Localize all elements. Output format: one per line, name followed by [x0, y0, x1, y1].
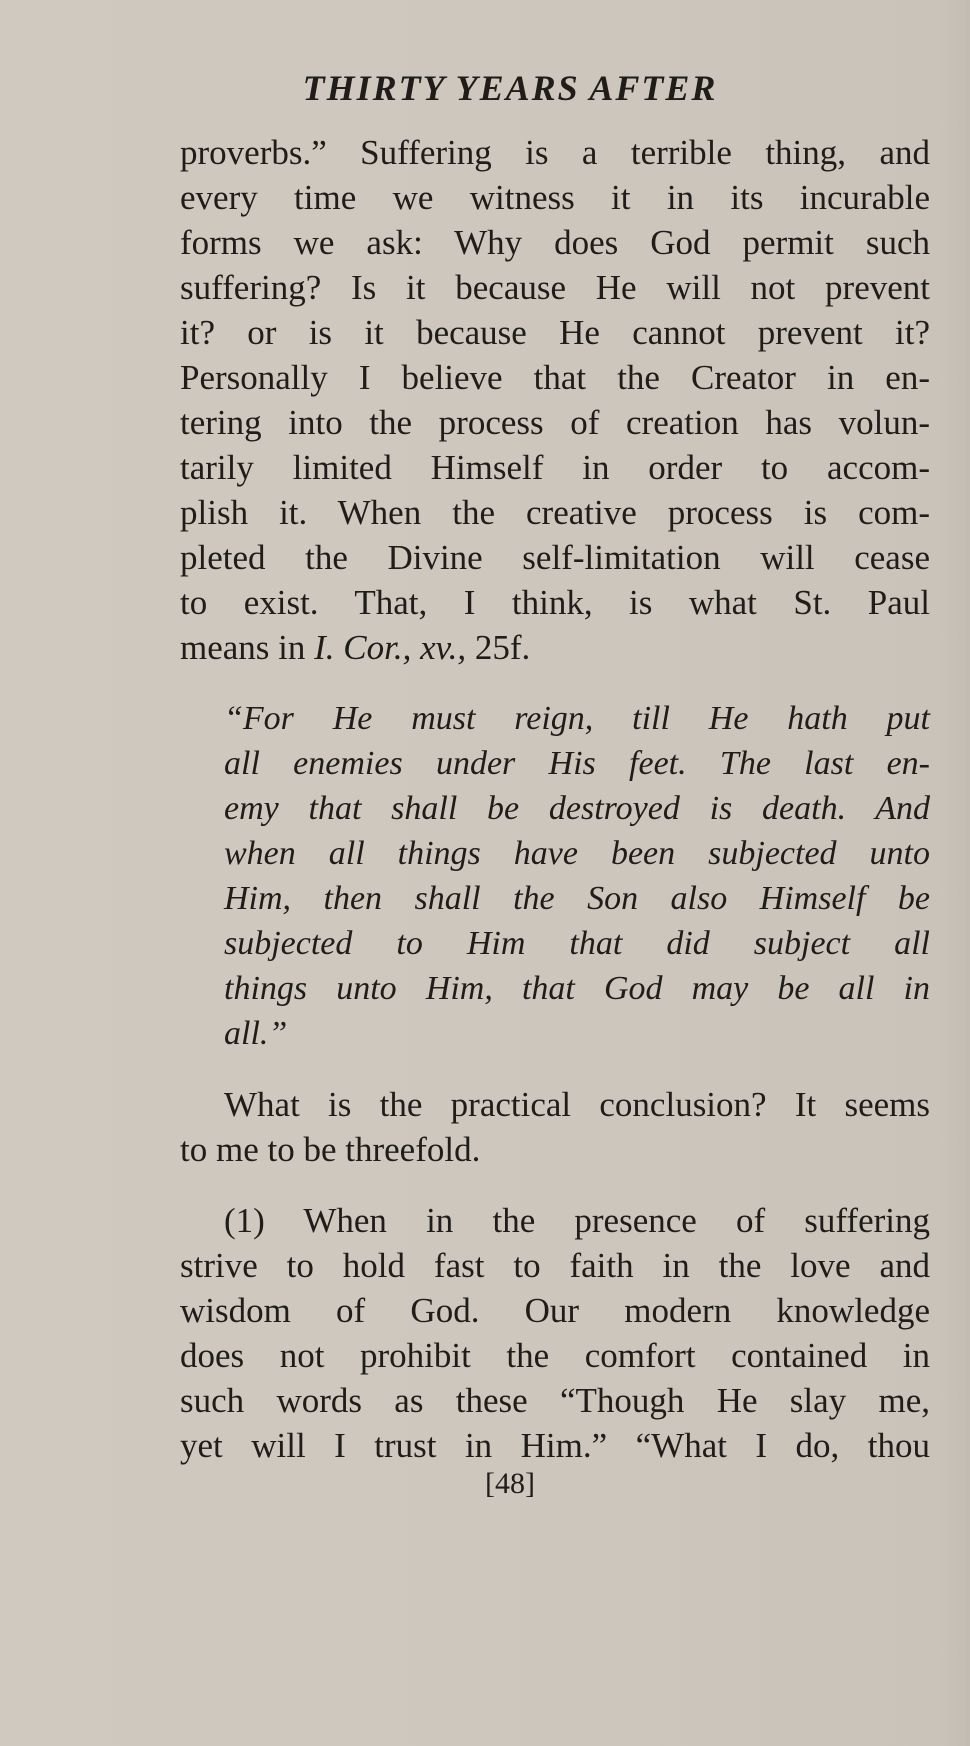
text-line: does not prohibit the comfort contained in — [180, 1336, 930, 1375]
text-line: strive to hold fast to faith in the love and — [180, 1246, 930, 1285]
block-quote — [224, 696, 930, 1056]
text-line: forms we ask: Why does God permit such — [180, 223, 930, 262]
text-line-last: to me to be threefold. — [180, 1130, 481, 1169]
text-line: plish it. When the creative process is com- — [180, 493, 930, 532]
quote-line: when all things have been subjected unto — [224, 835, 930, 872]
quote-line: all enemies under His feet. The last en- — [224, 745, 930, 782]
text-line: it? or is it because He cannot prevent it? — [180, 313, 930, 352]
text-line-last — [180, 625, 930, 670]
text-line: suffering? Is it because He will not prevent — [180, 268, 930, 307]
running-head: THIRTY YEARS AFTER — [302, 68, 718, 108]
quote-line: things unto Him, that God may be all in — [224, 970, 930, 1007]
text-line: Personally I believe that the Creator in en- — [180, 358, 930, 397]
line-prefix: means in — [180, 628, 315, 667]
text-line: tarily limited Himself in order to accom- — [180, 448, 930, 487]
paragraph-point-one — [180, 1198, 930, 1468]
text-line: tering into the process of creation has volun- — [180, 403, 930, 442]
text-line: proverbs.” Suffering is a terrible thing, and — [180, 133, 930, 172]
paragraph-suffering — [180, 130, 930, 670]
text-line: wisdom of God. Our modern knowledge — [180, 1291, 930, 1330]
scripture-reference: I. Cor., xv., — [314, 628, 467, 667]
page-number: [48] — [485, 1467, 535, 1500]
text-block — [180, 130, 930, 1468]
quote-line: emy that shall be destroyed is death. And — [224, 790, 930, 827]
quote-line: “For He must reign, till He hath put — [224, 700, 930, 737]
text-line: (1) When in the presence of suffering — [224, 1201, 930, 1240]
quote-line-last: all.” — [224, 1015, 288, 1052]
text-line: every time we witness it in its incurable — [180, 178, 930, 217]
quote-line: subjected to Him that did subject all — [224, 925, 930, 962]
text-line: yet will I trust in Him.” “What I do, thou — [180, 1426, 930, 1465]
paragraph-conclusion — [180, 1082, 930, 1172]
quote-line: Him, then shall the Son also Himself be — [224, 880, 930, 917]
text-line: What is the practical conclusion? It seems — [224, 1085, 930, 1124]
text-line: pleted the Divine self-limitation will cease — [180, 538, 930, 577]
text-line: such words as these “Though He slay me, — [180, 1381, 930, 1420]
text-line: to exist. That, I think, is what St. Paul — [180, 583, 930, 622]
line-suffix: 25f. — [466, 628, 531, 667]
